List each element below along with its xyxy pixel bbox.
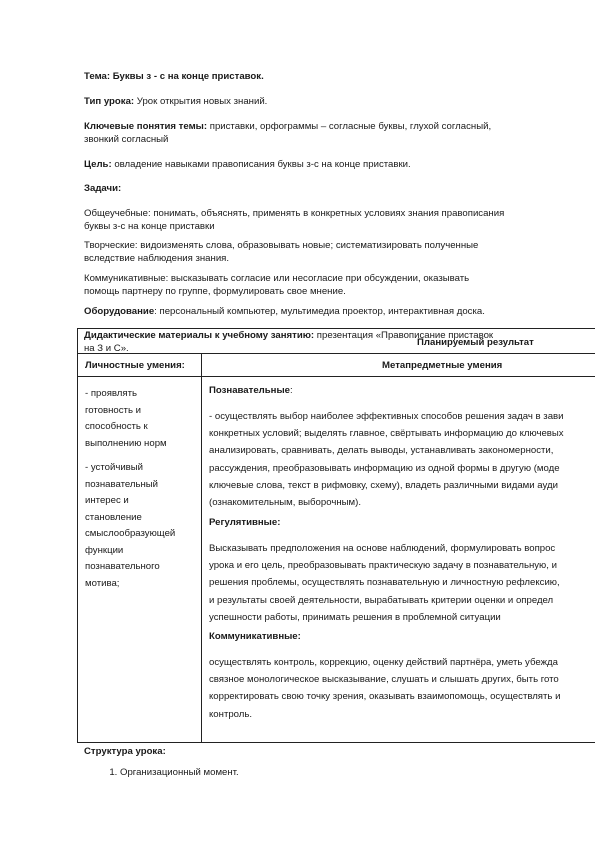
regulatory-text xyxy=(209,540,595,626)
structure-heading: Структура урока: xyxy=(84,746,166,757)
personal-item-2-line: познавательного xyxy=(85,561,160,572)
materials-label: Дидактические материалы к учебному занятию: xyxy=(84,330,315,341)
structure-list xyxy=(84,766,239,779)
communicative-heading: Коммуникативные: xyxy=(209,631,301,642)
table-top-border xyxy=(77,328,595,329)
table-column-divider xyxy=(201,353,202,742)
topic-line: Тема: Буквы з - с на конце приставок. xyxy=(84,71,264,82)
materials-line2: на З и С». xyxy=(84,343,129,354)
tasks-heading: Задачи: xyxy=(84,183,122,194)
personal-item-2-line: смыслообразующей xyxy=(85,528,176,539)
table-header: Планируемый результат xyxy=(417,337,534,348)
tasks-general-line2: буквы з-с на конце приставки xyxy=(84,221,215,232)
cognitive-line: анализировать, сравнивать, делать выводы, устанавливать закономерности, xyxy=(209,445,554,457)
goal-value: овладение навыками правописания буквы з-с на конце приставки. xyxy=(111,159,411,170)
cognitive-line: - осуществлять выбор наиболее эффективных способов решения задач в зави xyxy=(209,411,564,422)
cognitive-line: ключевые слова, текст в рифмовку, схему), владеть различными видами ауди xyxy=(209,479,558,491)
communicative-text xyxy=(209,654,595,723)
tasks-creative-line2: вследствие наблюдения знания. xyxy=(84,253,230,264)
tasks-creative-line1: Творческие: видоизменять слова, образовывать новые; систематизировать полученные xyxy=(84,240,479,251)
personal-item-2-line: интерес и xyxy=(85,495,129,506)
table-bottom-border xyxy=(77,742,595,743)
cognitive-line: (ознакомительным, выборочным). xyxy=(209,497,362,509)
key-concepts-line2: звонкий согласный xyxy=(84,134,169,145)
materials-line1: презентация «Правописание приставок xyxy=(314,330,494,341)
personal-item-2-line: познавательный xyxy=(85,478,159,490)
communicative-line: связное монологическое высказывание, слушать и слышать других, быть гото xyxy=(209,674,559,686)
tasks-comm-line2: помощь партнеру по группе, формулировать свое мнение. xyxy=(84,286,346,297)
cognitive-label: Познавательные xyxy=(209,385,290,396)
regulatory-line: Высказывать предположения на основе наблюдений, формулировать вопрос xyxy=(209,543,556,554)
key-concepts-label: Ключевые понятия темы: xyxy=(84,121,208,132)
personal-item-2-line: - устойчивый xyxy=(85,462,144,473)
cognitive-heading xyxy=(209,384,293,397)
personal-item-2-line: функции xyxy=(85,544,124,556)
personal-item-1-line: - проявлять xyxy=(85,388,137,399)
table-header-border xyxy=(77,353,595,354)
regulatory-line: успешности работы, принимать решения в проблемной ситуации xyxy=(209,611,501,623)
personal-item-2-line: становление xyxy=(85,511,142,523)
cognitive-line: рассуждения, преобразовывать информацию из одной формы в другую (моде xyxy=(209,462,560,474)
cognitive-text xyxy=(209,408,595,511)
structure-item: 1. Организационный момент. xyxy=(120,766,239,779)
lesson-type-value: Урок открытия новых знаний. xyxy=(134,96,268,107)
equipment-value: : персональный компьютер, мультимедиа проектор, интерактивная доска. xyxy=(154,306,485,317)
communicative-line: осуществлять контроль, коррекцию, оценку действий партнёра, уметь убежда xyxy=(209,657,558,668)
personal-item-2-line: мотива; xyxy=(85,577,120,589)
communicative-line: контроль. xyxy=(209,708,253,720)
goal-label: Цель: xyxy=(84,159,112,170)
table-left-border xyxy=(77,328,78,742)
cognitive-line: конкретных условий; выделять главное, свёртывать информацию до ключевых xyxy=(209,428,564,440)
regulatory-line: решения проблемы, осуществлять познавательную и личностную рефлексию, xyxy=(209,577,560,589)
personal-item-1 xyxy=(85,386,195,452)
key-concepts-line1: приставки, орфограммы – согласные буквы, глухой согласный, xyxy=(207,121,492,132)
personal-item-2 xyxy=(85,460,195,592)
personal-item-1-line: готовность и xyxy=(85,404,141,416)
equipment-label: Оборудование xyxy=(84,306,155,317)
lesson-type-label: Тип урока: xyxy=(84,96,135,107)
regulatory-line: урока и его цель, преобразовывать практическую задачу в познавательную, и xyxy=(209,560,557,572)
table-subheader-border xyxy=(77,376,595,377)
meta-skills-header: Метапредметные умения xyxy=(382,360,503,371)
regulatory-heading: Регулятивные: xyxy=(209,517,281,528)
personal-item-1-line: выполнению норм xyxy=(85,437,167,449)
regulatory-line: и результаты своей деятельности, вырабатывать критерии оценки и определ xyxy=(209,594,554,606)
tasks-general-line1: Общеучебные: понимать, объяснять, применять в конкретных условиях знания правописания xyxy=(84,208,505,219)
personal-item-1-line: способность к xyxy=(85,421,148,432)
personal-skills-header: Личностные умения: xyxy=(85,360,185,371)
tasks-comm-line1: Коммуникативные: высказывать согласие или несогласие при обсуждении, оказывать xyxy=(84,273,470,284)
communicative-line: корректировать свою точку зрения, оказывать взаимопомощь, осуществлять и xyxy=(209,691,561,703)
cognitive-colon: : xyxy=(290,385,293,396)
